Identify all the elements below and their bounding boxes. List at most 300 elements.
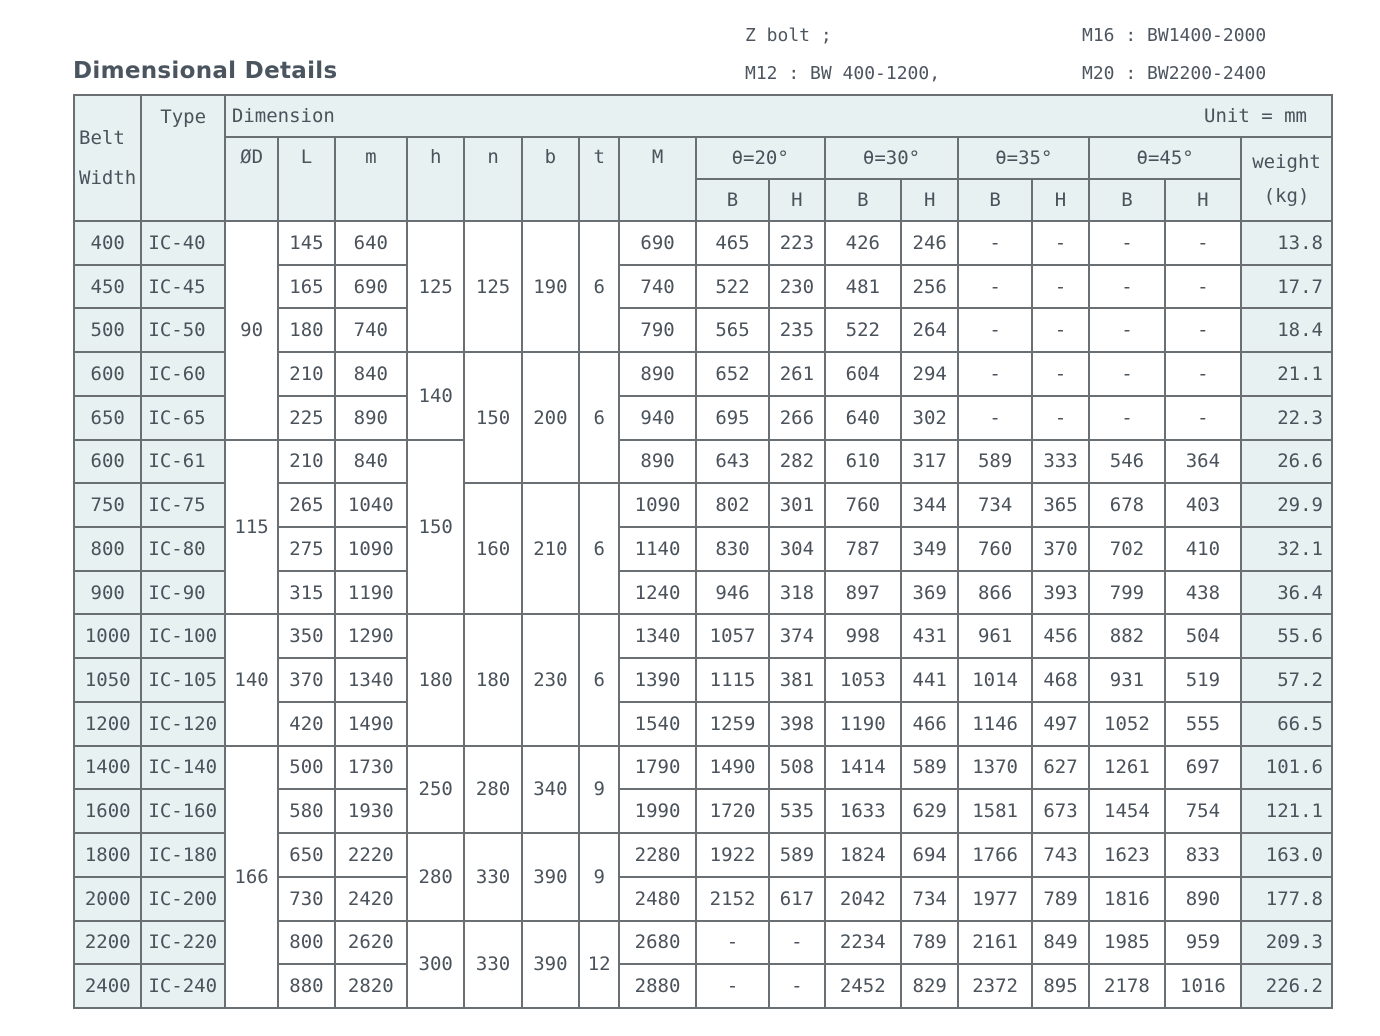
b45-cell: 546 <box>1089 440 1164 484</box>
h35-cell: - <box>1032 308 1089 352</box>
table-row <box>74 614 1332 658</box>
h20-cell: 235 <box>769 308 824 352</box>
h-cell: 125 <box>407 221 464 352</box>
h45-cell: 697 <box>1165 746 1241 790</box>
h45-cell: - <box>1165 352 1241 396</box>
b45-cell: - <box>1089 265 1164 309</box>
n-cell: 160 <box>464 483 521 614</box>
h-cell: 280 <box>407 833 464 920</box>
h20-cell: 617 <box>769 877 824 921</box>
h30-cell: 246 <box>901 221 958 265</box>
l-cell: 580 <box>278 789 334 833</box>
b20-cell: 1490 <box>696 746 769 790</box>
h20-cell: 266 <box>769 396 824 440</box>
m-upper-cell: 890 <box>619 440 695 484</box>
l-cell: 275 <box>278 527 334 571</box>
n-cell: 150 <box>464 352 521 483</box>
belt-width-cell: 900 <box>74 571 141 615</box>
weight-cell: 57.2 <box>1241 658 1332 702</box>
m-lower-cell: 1490 <box>335 702 407 746</box>
b35-cell: - <box>958 221 1031 265</box>
b20-cell: 830 <box>696 527 769 571</box>
l-cell: 880 <box>278 964 334 1008</box>
h35-cell: - <box>1032 265 1089 309</box>
h35-cell: - <box>1032 221 1089 265</box>
od-header: ØD <box>225 137 278 221</box>
belt-width-cell: 1000 <box>74 614 141 658</box>
h20-header: H <box>769 179 824 221</box>
l-cell: 370 <box>278 658 334 702</box>
h20-cell: 589 <box>769 833 824 877</box>
b-cell: 210 <box>522 483 579 614</box>
weight-cell: 55.6 <box>1241 614 1332 658</box>
m-upper-cell: 1540 <box>619 702 695 746</box>
h30-cell: 256 <box>901 265 958 309</box>
width-label: Width <box>79 167 137 189</box>
weight-cell: 21.1 <box>1241 352 1332 396</box>
h45-cell: 555 <box>1165 702 1241 746</box>
b30-cell: 2042 <box>825 877 901 921</box>
h35-cell: - <box>1032 352 1089 396</box>
weight-cell: 177.8 <box>1241 877 1332 921</box>
h35-cell: 497 <box>1032 702 1089 746</box>
m-upper-cell: 1240 <box>619 571 695 615</box>
m-upper-cell: 2280 <box>619 833 695 877</box>
type-header: Type <box>141 95 225 221</box>
h20-cell: 261 <box>769 352 824 396</box>
h20-cell: 374 <box>769 614 824 658</box>
b20-cell: 1922 <box>696 833 769 877</box>
m-lower-cell: 1190 <box>335 571 407 615</box>
belt-width-cell: 2400 <box>74 964 141 1008</box>
b30-cell: 640 <box>825 396 901 440</box>
type-cell: IC-45 <box>141 265 225 309</box>
m-upper-header: M <box>619 137 695 221</box>
m-lower-cell: 2620 <box>335 921 407 965</box>
h35-cell: 743 <box>1032 833 1089 877</box>
l-cell: 145 <box>278 221 334 265</box>
b45-cell: 702 <box>1089 527 1164 571</box>
b35-cell: 1581 <box>958 789 1031 833</box>
b45-cell: 931 <box>1089 658 1164 702</box>
weight-cell: 226.2 <box>1241 964 1332 1008</box>
weight-cell: 121.1 <box>1241 789 1332 833</box>
l-cell: 800 <box>278 921 334 965</box>
weight-cell: 29.9 <box>1241 483 1332 527</box>
theta35-header: θ=35° <box>958 137 1089 179</box>
dimension-table <box>73 94 1333 1009</box>
b30-cell: 787 <box>825 527 901 571</box>
m-lower-cell: 2820 <box>335 964 407 1008</box>
m-upper-cell: 890 <box>619 352 695 396</box>
t-header: t <box>579 137 619 221</box>
b-cell: 230 <box>522 614 579 745</box>
type-cell: IC-100 <box>141 614 225 658</box>
h20-cell: - <box>769 964 824 1008</box>
b20-cell: 2152 <box>696 877 769 921</box>
belt-width-cell: 1800 <box>74 833 141 877</box>
belt-width-cell: 650 <box>74 396 141 440</box>
b45-cell: 1052 <box>1089 702 1164 746</box>
h-cell: 300 <box>407 921 464 1009</box>
m-lower-cell: 1340 <box>335 658 407 702</box>
dimension-header <box>225 95 1332 137</box>
belt-width-cell: 800 <box>74 527 141 571</box>
m12-note: M12 : BW 400-1200, <box>745 63 941 84</box>
h45-cell: - <box>1165 265 1241 309</box>
h45-cell: 410 <box>1165 527 1241 571</box>
b45-cell: 1816 <box>1089 877 1164 921</box>
type-cell: IC-50 <box>141 308 225 352</box>
od-cell: 115 <box>225 440 278 615</box>
m-lower-cell: 840 <box>335 440 407 484</box>
m-upper-cell: 1140 <box>619 527 695 571</box>
h35-cell: 468 <box>1032 658 1089 702</box>
page-title: Dimensional Details <box>73 58 338 84</box>
od-cell: 166 <box>225 746 278 1008</box>
b35-cell: 734 <box>958 483 1031 527</box>
b45-cell: 799 <box>1089 571 1164 615</box>
h30-cell: 317 <box>901 440 958 484</box>
h30-cell: 369 <box>901 571 958 615</box>
h30-cell: 466 <box>901 702 958 746</box>
b45-cell: - <box>1089 396 1164 440</box>
h30-cell: 264 <box>901 308 958 352</box>
t-cell: 9 <box>579 833 619 920</box>
type-cell: IC-65 <box>141 396 225 440</box>
h35-cell: 627 <box>1032 746 1089 790</box>
b45-cell: 1454 <box>1089 789 1164 833</box>
h30-cell: 344 <box>901 483 958 527</box>
m-upper-cell: 1340 <box>619 614 695 658</box>
belt-width-cell: 750 <box>74 483 141 527</box>
weight-cell: 17.7 <box>1241 265 1332 309</box>
b30-cell: 2452 <box>825 964 901 1008</box>
dimension-label: Dimension <box>231 105 335 127</box>
n-cell: 180 <box>464 614 521 745</box>
kg-label: (kg) <box>1263 185 1310 207</box>
t-cell: 6 <box>579 221 619 352</box>
h20-cell: 508 <box>769 746 824 790</box>
m-lower-cell: 1730 <box>335 746 407 790</box>
m-lower-cell: 740 <box>335 308 407 352</box>
b35-cell: 760 <box>958 527 1031 571</box>
b30-cell: 760 <box>825 483 901 527</box>
h30-cell: 789 <box>901 921 958 965</box>
b20-cell: 643 <box>696 440 769 484</box>
b20-cell: 1720 <box>696 789 769 833</box>
m-upper-cell: 1990 <box>619 789 695 833</box>
b35-header: B <box>958 179 1031 221</box>
od-cell: 140 <box>225 614 278 745</box>
b20-cell: 1115 <box>696 658 769 702</box>
n-cell: 280 <box>464 746 521 833</box>
type-cell: IC-200 <box>141 877 225 921</box>
h30-header: H <box>901 179 958 221</box>
m-lower-cell: 1290 <box>335 614 407 658</box>
b30-cell: 1633 <box>825 789 901 833</box>
belt-width-header <box>74 95 141 221</box>
b-header: b <box>522 137 579 221</box>
b20-cell: 652 <box>696 352 769 396</box>
weight-cell: 66.5 <box>1241 702 1332 746</box>
h-cell: 140 <box>407 352 464 439</box>
h20-cell: 381 <box>769 658 824 702</box>
l-cell: 315 <box>278 571 334 615</box>
b20-cell: 802 <box>696 483 769 527</box>
m-upper-cell: 790 <box>619 308 695 352</box>
weight-cell: 36.4 <box>1241 571 1332 615</box>
type-cell: IC-160 <box>141 789 225 833</box>
b30-cell: 481 <box>825 265 901 309</box>
l-cell: 420 <box>278 702 334 746</box>
h20-cell: 304 <box>769 527 824 571</box>
h45-cell: 959 <box>1165 921 1241 965</box>
b-cell: 200 <box>522 352 579 483</box>
h20-cell: 282 <box>769 440 824 484</box>
type-cell: IC-60 <box>141 352 225 396</box>
b20-cell: - <box>696 921 769 965</box>
h30-cell: 829 <box>901 964 958 1008</box>
type-cell: IC-40 <box>141 221 225 265</box>
theta45-header: θ=45° <box>1089 137 1241 179</box>
type-cell: IC-80 <box>141 527 225 571</box>
table-row <box>74 746 1332 790</box>
h30-cell: 694 <box>901 833 958 877</box>
b30-cell: 1824 <box>825 833 901 877</box>
b45-cell: 1623 <box>1089 833 1164 877</box>
belt-width-cell: 400 <box>74 221 141 265</box>
l-cell: 730 <box>278 877 334 921</box>
b20-cell: 946 <box>696 571 769 615</box>
b-cell: 390 <box>522 833 579 920</box>
b20-cell: 522 <box>696 265 769 309</box>
l-cell: 210 <box>278 440 334 484</box>
b45-header: B <box>1089 179 1164 221</box>
m-lower-cell: 890 <box>335 396 407 440</box>
b20-cell: 1057 <box>696 614 769 658</box>
m-upper-cell: 2880 <box>619 964 695 1008</box>
h-cell: 150 <box>407 440 464 615</box>
m-lower-cell: 690 <box>335 265 407 309</box>
z-bolt-note: Z bolt ; <box>745 25 832 46</box>
m-upper-cell: 740 <box>619 265 695 309</box>
h20-cell: 223 <box>769 221 824 265</box>
b35-cell: 961 <box>958 614 1031 658</box>
b35-cell: 1370 <box>958 746 1031 790</box>
n-cell: 125 <box>464 221 521 352</box>
b30-cell: 1190 <box>825 702 901 746</box>
h35-cell: 456 <box>1032 614 1089 658</box>
belt-width-cell: 450 <box>74 265 141 309</box>
h45-cell: - <box>1165 221 1241 265</box>
m-lower-cell: 1930 <box>335 789 407 833</box>
h30-cell: 589 <box>901 746 958 790</box>
belt-label: Belt <box>79 127 125 149</box>
belt-width-cell: 600 <box>74 440 141 484</box>
weight-cell: 32.1 <box>1241 527 1332 571</box>
h30-cell: 629 <box>901 789 958 833</box>
m-upper-cell: 1790 <box>619 746 695 790</box>
unit-label: Unit = mm <box>1204 105 1307 127</box>
type-cell: IC-140 <box>141 746 225 790</box>
weight-label: weight <box>1252 151 1321 173</box>
b30-cell: 426 <box>825 221 901 265</box>
table-row <box>74 440 1332 484</box>
t-cell: 6 <box>579 614 619 745</box>
type-cell: IC-90 <box>141 571 225 615</box>
l-header: L <box>278 137 334 221</box>
m20-note: M20 : BW2200-2400 <box>1082 63 1267 84</box>
table-row <box>74 221 1332 265</box>
l-cell: 165 <box>278 265 334 309</box>
h45-cell: 403 <box>1165 483 1241 527</box>
type-cell: IC-75 <box>141 483 225 527</box>
h-cell: 250 <box>407 746 464 833</box>
weight-cell: 22.3 <box>1241 396 1332 440</box>
type-cell: IC-240 <box>141 964 225 1008</box>
h35-cell: 365 <box>1032 483 1089 527</box>
m-lower-cell: 2220 <box>335 833 407 877</box>
h45-cell: 890 <box>1165 877 1241 921</box>
b35-cell: 2161 <box>958 921 1031 965</box>
b20-header: B <box>696 179 769 221</box>
belt-width-cell: 1400 <box>74 746 141 790</box>
belt-width-cell: 1600 <box>74 789 141 833</box>
m16-note: M16 : BW1400-2000 <box>1082 25 1267 46</box>
h20-cell: 535 <box>769 789 824 833</box>
m-upper-cell: 690 <box>619 221 695 265</box>
belt-width-cell: 2000 <box>74 877 141 921</box>
b45-cell: 678 <box>1089 483 1164 527</box>
h-header: h <box>407 137 464 221</box>
m-lower-cell: 1040 <box>335 483 407 527</box>
l-cell: 210 <box>278 352 334 396</box>
h45-cell: - <box>1165 308 1241 352</box>
b20-cell: 465 <box>696 221 769 265</box>
h35-cell: 673 <box>1032 789 1089 833</box>
b30-header: B <box>825 179 901 221</box>
h20-cell: 230 <box>769 265 824 309</box>
weight-cell: 209.3 <box>1241 921 1332 965</box>
h45-cell: 519 <box>1165 658 1241 702</box>
n-cell: 330 <box>464 833 521 920</box>
b35-cell: 1146 <box>958 702 1031 746</box>
l-cell: 180 <box>278 308 334 352</box>
t-cell: 12 <box>579 921 619 1009</box>
n-cell: 330 <box>464 921 521 1009</box>
weight-header <box>1241 137 1332 221</box>
b30-cell: 1053 <box>825 658 901 702</box>
h30-cell: 294 <box>901 352 958 396</box>
m-upper-cell: 2680 <box>619 921 695 965</box>
b30-cell: 2234 <box>825 921 901 965</box>
h35-cell: 333 <box>1032 440 1089 484</box>
b20-cell: - <box>696 964 769 1008</box>
od-cell: 90 <box>225 221 278 440</box>
b35-cell: 589 <box>958 440 1031 484</box>
m-upper-cell: 1090 <box>619 483 695 527</box>
h20-cell: 398 <box>769 702 824 746</box>
l-cell: 265 <box>278 483 334 527</box>
b30-cell: 610 <box>825 440 901 484</box>
h-cell: 180 <box>407 614 464 745</box>
b20-cell: 565 <box>696 308 769 352</box>
m-upper-cell: 1390 <box>619 658 695 702</box>
h45-cell: 364 <box>1165 440 1241 484</box>
h35-cell: 393 <box>1032 571 1089 615</box>
l-cell: 500 <box>278 746 334 790</box>
m-lower-cell: 2420 <box>335 877 407 921</box>
b45-cell: - <box>1089 352 1164 396</box>
t-cell: 6 <box>579 352 619 483</box>
type-cell: IC-220 <box>141 921 225 965</box>
h45-cell: 833 <box>1165 833 1241 877</box>
m-lower-cell: 840 <box>335 352 407 396</box>
type-cell: IC-61 <box>141 440 225 484</box>
b30-cell: 1414 <box>825 746 901 790</box>
weight-cell: 101.6 <box>1241 746 1332 790</box>
belt-width-cell: 2200 <box>74 921 141 965</box>
theta30-header: θ=30° <box>825 137 959 179</box>
belt-width-cell: 1200 <box>74 702 141 746</box>
weight-cell: 18.4 <box>1241 308 1332 352</box>
h35-cell: 789 <box>1032 877 1089 921</box>
h45-cell: 438 <box>1165 571 1241 615</box>
m-lower-header: m <box>335 137 407 221</box>
b45-cell: - <box>1089 308 1164 352</box>
type-cell: IC-120 <box>141 702 225 746</box>
belt-width-cell: 500 <box>74 308 141 352</box>
h30-cell: 734 <box>901 877 958 921</box>
b-cell: 340 <box>522 746 579 833</box>
h30-cell: 441 <box>901 658 958 702</box>
h45-header: H <box>1165 179 1241 221</box>
h35-header: H <box>1032 179 1089 221</box>
m-upper-cell: 940 <box>619 396 695 440</box>
h45-cell: 504 <box>1165 614 1241 658</box>
b35-cell: - <box>958 265 1031 309</box>
h20-cell: 301 <box>769 483 824 527</box>
l-cell: 225 <box>278 396 334 440</box>
b45-cell: 1985 <box>1089 921 1164 965</box>
b30-cell: 897 <box>825 571 901 615</box>
b-cell: 390 <box>522 921 579 1009</box>
b35-cell: 866 <box>958 571 1031 615</box>
t-cell: 6 <box>579 483 619 614</box>
h45-cell: 1016 <box>1165 964 1241 1008</box>
h35-cell: 370 <box>1032 527 1089 571</box>
b45-cell: 882 <box>1089 614 1164 658</box>
belt-width-cell: 1050 <box>74 658 141 702</box>
m-lower-cell: 640 <box>335 221 407 265</box>
h20-cell: - <box>769 921 824 965</box>
b35-cell: - <box>958 396 1031 440</box>
h35-cell: 849 <box>1032 921 1089 965</box>
h45-cell: - <box>1165 396 1241 440</box>
theta20-header: θ=20° <box>696 137 825 179</box>
b35-cell: 2372 <box>958 964 1031 1008</box>
b35-cell: - <box>958 352 1031 396</box>
h35-cell: - <box>1032 396 1089 440</box>
h20-cell: 318 <box>769 571 824 615</box>
t-cell: 9 <box>579 746 619 833</box>
n-header: n <box>464 137 521 221</box>
b45-cell: 2178 <box>1089 964 1164 1008</box>
weight-cell: 26.6 <box>1241 440 1332 484</box>
b-cell: 190 <box>522 221 579 352</box>
b20-cell: 695 <box>696 396 769 440</box>
